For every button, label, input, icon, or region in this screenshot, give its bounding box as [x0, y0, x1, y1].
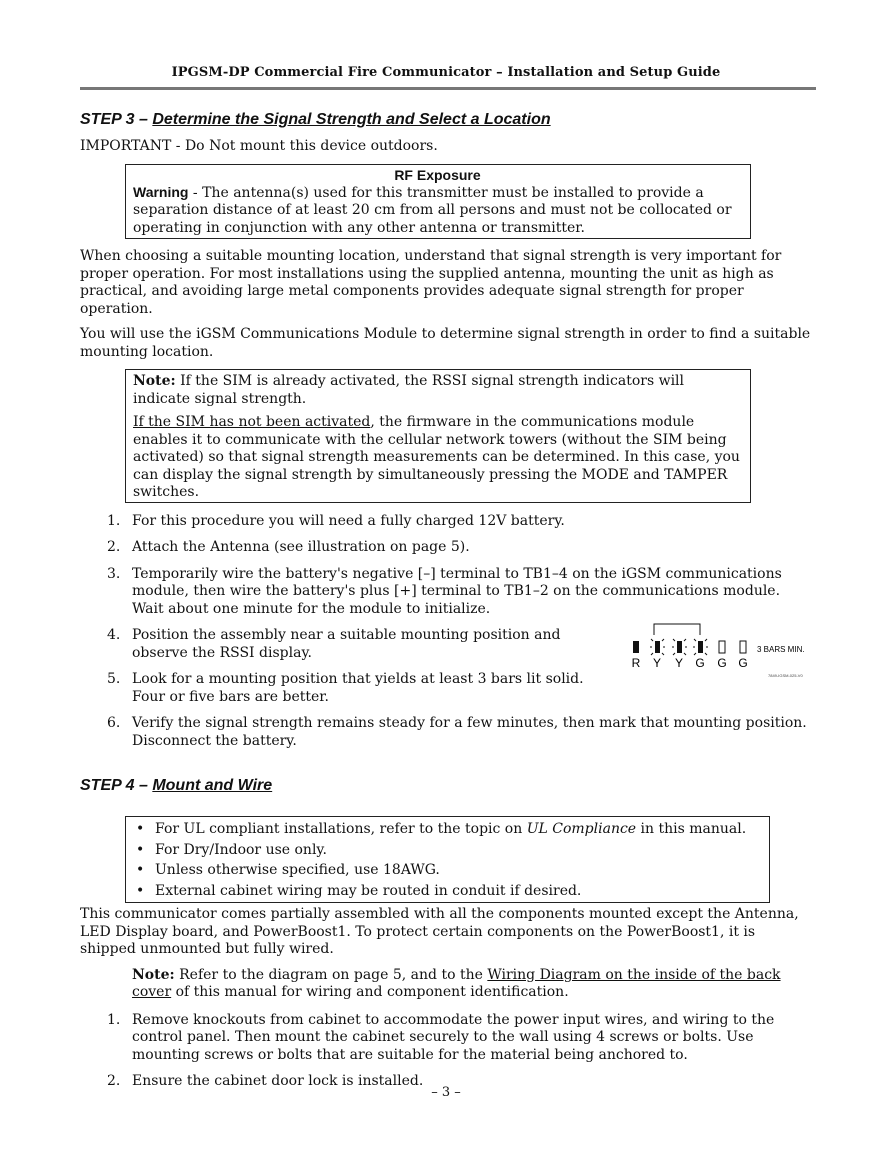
step4-note — [132, 967, 815, 1002]
item-number: 4. — [107, 627, 121, 643]
rssi-letter: Y — [652, 656, 662, 670]
item-text: Remove knockouts from cabinet to accommodate the power input wires, and wiring to the control panel. Then mount the cabinet securely to the wall using 4 screws or bolts. Use mounting screws or bolts that are suitable for the material being anchored to. — [132, 1011, 775, 1063]
sim-note-label: Note: — [133, 373, 176, 389]
item-text: Verify the signal strength remains steady for a few minutes, then mark that mounting position. Disconnect the battery. — [132, 715, 807, 749]
item-text: Look for a mounting position that yields at least 3 bars lit solid. Four or five bars are better. — [132, 671, 584, 705]
rf-exposure-title: RF Exposure — [394, 166, 481, 183]
sim-note-link: If the SIM has not been activated — [133, 414, 371, 430]
item-number: 3. — [107, 565, 121, 582]
sim-note-box — [125, 369, 751, 503]
item-text: Temporarily wire the battery's negative [–] terminal to TB1–4 on the iGSM communications module, then wire the battery's plus [+] terminal to TB1–2 on the communications module. Wait about one minute for the module to initialize. — [132, 565, 782, 617]
rssi-bar-1 — [633, 641, 639, 653]
sim-note-text1: If the SIM is already activated, the RSSI signal strength indicators will indicate signal strength. — [133, 373, 685, 407]
step4-bullet-box — [125, 816, 770, 903]
rssi-bar-4 — [693, 639, 708, 655]
item-text: Ensure the cabinet door lock is installed. — [132, 1073, 424, 1089]
item-number: 6. — [107, 715, 121, 731]
step3-title: Determine the Signal Strength and Select a Location — [152, 111, 551, 128]
step3-para2: You will use the iGSM Communications Module to determine signal strength in order to find a suitable mounting location. — [80, 326, 811, 360]
bullet-item — [134, 840, 761, 861]
bullet-item — [134, 881, 761, 902]
sim-note-para2 — [133, 414, 742, 502]
bullet-icon: • — [136, 841, 145, 858]
item-text: For this procedure you will need a fully charged 12V battery. — [132, 512, 565, 529]
step4-note-label: Note: — [132, 966, 175, 983]
step3-prefix: STEP 3 – — [80, 111, 153, 128]
list-item — [80, 513, 815, 531]
rssi-bars-svg — [630, 621, 810, 681]
bullet-icon: • — [136, 862, 145, 878]
bullet-text-post: in this manual. — [636, 821, 747, 837]
item-number: 2. — [107, 1073, 121, 1089]
rssi-letter: G — [738, 656, 748, 670]
rssi-bar-2 — [650, 639, 665, 655]
sim-note-para1 — [133, 373, 742, 408]
figure-code: 7849-IGSM-025-V0 — [768, 673, 803, 678]
bullet-item — [134, 860, 761, 881]
item-text: Position the assembly near a suitable mounting position and observe the RSSI display. — [132, 627, 561, 661]
rssi-caption: 3 BARS MIN. — [757, 645, 805, 654]
page-number: – 3 – — [431, 1085, 461, 1100]
item-number: 1. — [107, 1011, 121, 1028]
rssi-bar-6 — [740, 641, 746, 653]
step3-heading — [80, 110, 815, 130]
rf-warning-body: - The antenna(s) used for this transmitter must be installed to provide a separation distance of at least 20 cm from all persons and must not be collocated or operating in conjunction with any other antenna or transmitter. — [133, 184, 732, 236]
rssi-bar-3 — [672, 639, 687, 655]
step4-heading — [80, 776, 815, 796]
step4-title: Mount and Wire — [152, 777, 273, 794]
step3-para1: When choosing a suitable mounting location, understand that signal strength is very important for proper operation. For most installations using the supplied antenna, mounting the unit as high as practical, and avoiding large metal components provides adequate signal strength for proper operation. — [80, 248, 782, 317]
wiring-diagram-link: Wiring Diagram on the inside of the back cover — [132, 966, 781, 1000]
bullet-icon: • — [136, 821, 145, 837]
rssi-letter: Y — [674, 656, 684, 670]
step4-prefix: STEP 4 – — [80, 777, 153, 794]
bullet-text-pre: For UL compliant installations, refer to the topic on — [155, 821, 527, 837]
three-bar-bracket — [654, 624, 700, 635]
item-number: 5. — [107, 671, 121, 687]
bullet-text-em: UL Compliance — [526, 821, 637, 837]
list-item — [80, 715, 815, 750]
list-item — [80, 539, 815, 557]
list-item — [80, 1012, 815, 1065]
rssi-letter: R — [631, 656, 641, 670]
rssi-bar-5 — [719, 641, 725, 653]
step4-note-pre: Refer to the diagram on page 5, and to the — [174, 966, 488, 983]
bullet-text: For Dry/Indoor use only. — [155, 841, 327, 858]
rf-warning-label: Warning — [133, 183, 189, 200]
header-rule — [80, 87, 816, 90]
rf-warning-text — [133, 184, 742, 238]
bullet-item — [134, 819, 761, 840]
page-content — [80, 110, 815, 1100]
item-number: 2. — [107, 539, 121, 555]
rf-exposure-box — [125, 164, 751, 240]
rssi-letter: G — [717, 656, 727, 670]
step4-note-post: of this manual for wiring and component identification. — [171, 984, 569, 1000]
bullet-text: Unless otherwise specified, use 18AWG. — [155, 862, 440, 878]
bullet-text: External cabinet wiring may be routed in conduit if desired. — [155, 882, 582, 899]
step3-important: IMPORTANT - Do Not mount this device outdoors. — [80, 138, 438, 154]
rssi-letter: G — [695, 656, 705, 670]
item-text: Attach the Antenna (see illustration on page 5). — [132, 539, 470, 555]
running-header: IPGSM-DP Commercial Fire Communicator – Installation and Setup Guide — [171, 65, 721, 80]
sim-note-text2: , the firmware in the communications module enables it to communicate with the cellular network towers (without the SIM being activated) so that signal strength measurements can be determined. In this case, you can display the signal strength by simultaneously pressing the MODE and TAMPER switches. — [133, 414, 740, 500]
step4-para1: This communicator comes partially assembled with all the components mounted except the Antenna, LED Display board, and PowerBoost1. To protect certain components on the PowerBoost1, it is shipped unmounted but fully wired. — [80, 906, 799, 957]
step4-list — [80, 1012, 815, 1091]
bullet-icon: • — [136, 882, 145, 899]
list-item — [80, 566, 815, 619]
rssi-bars-figure — [630, 621, 810, 681]
item-number: 1. — [107, 512, 121, 529]
